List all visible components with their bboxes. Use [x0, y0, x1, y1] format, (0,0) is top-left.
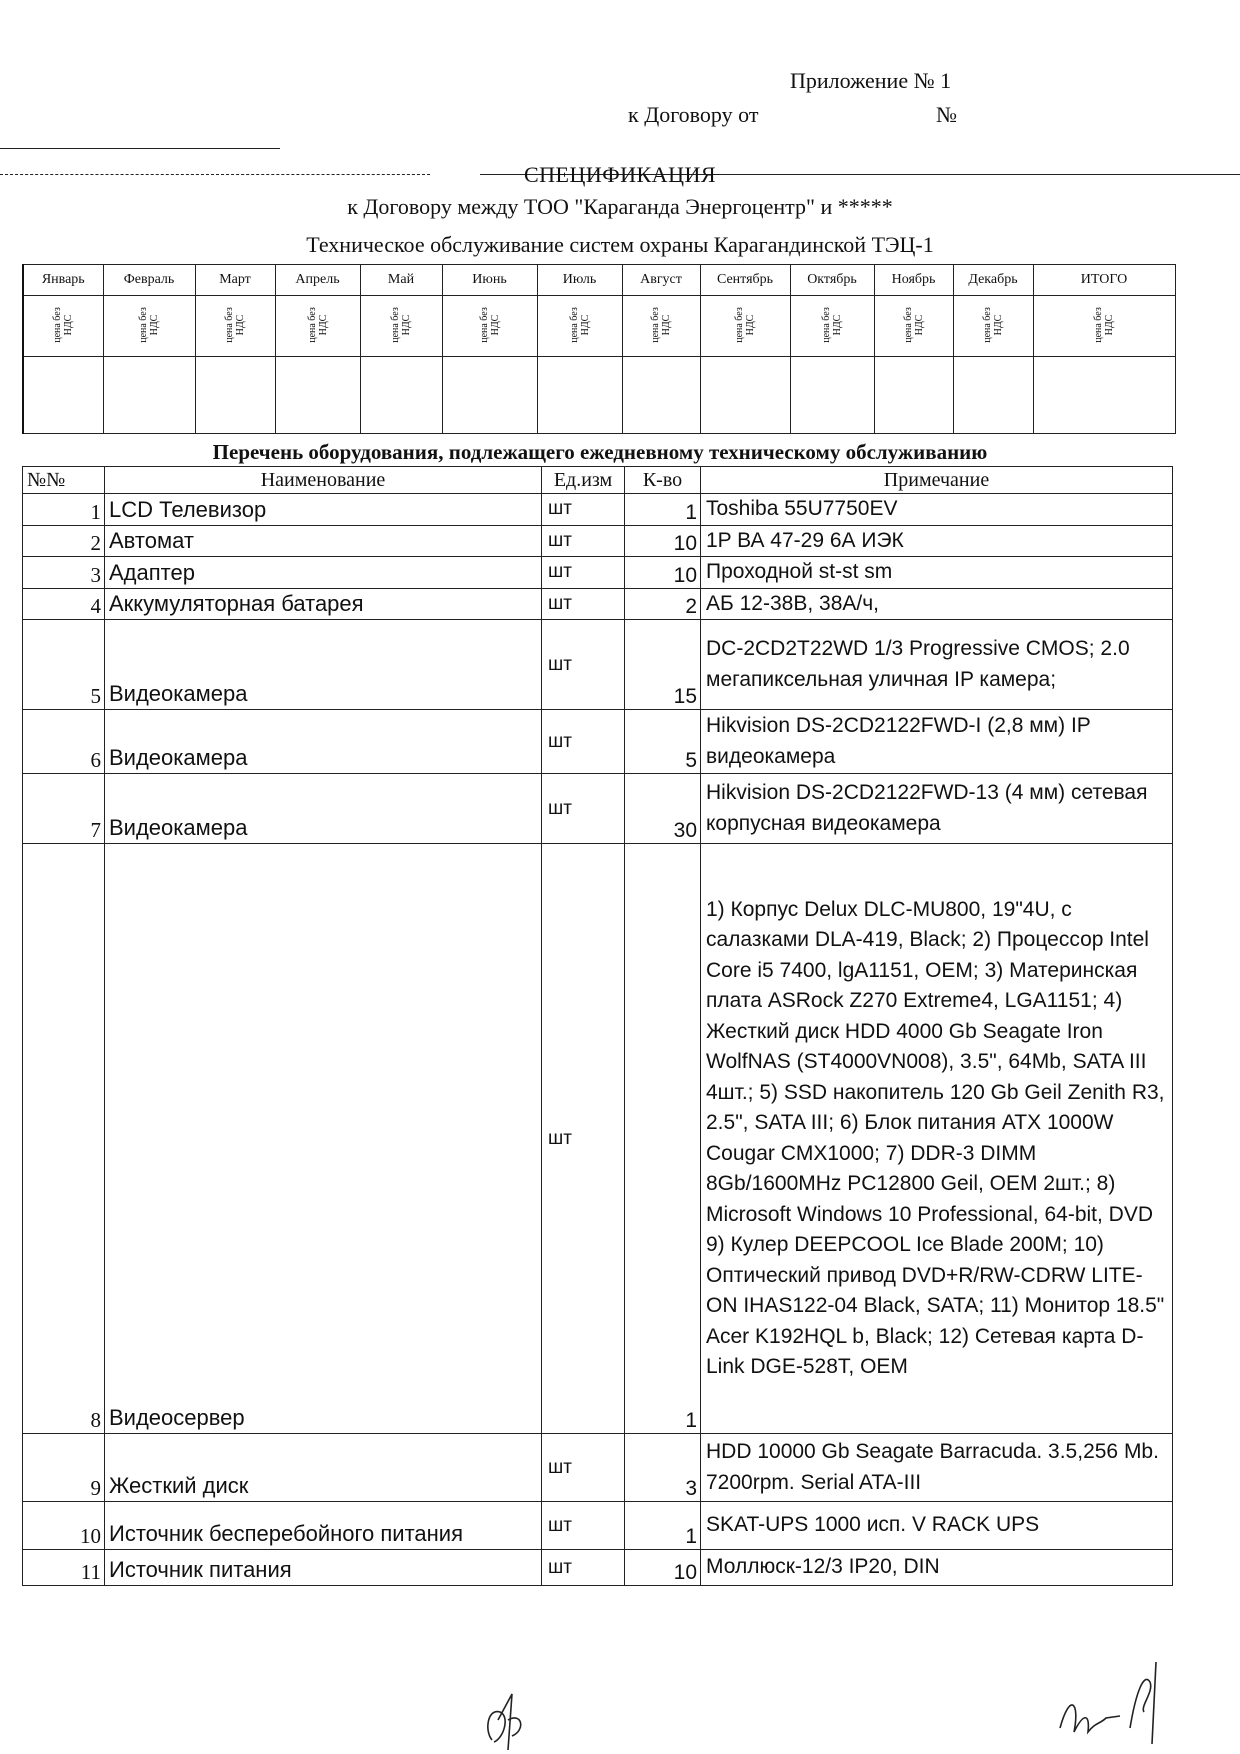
item-number: 6	[23, 710, 105, 774]
table-row	[23, 620, 1173, 710]
item-name: Источник питания	[105, 1550, 542, 1586]
table-row	[23, 774, 1173, 844]
month-name: Октябрь	[790, 265, 874, 296]
item-note: SKAT-UPS 1000 исп. V RACK UPS	[701, 1502, 1173, 1550]
item-quantity: 10	[625, 1550, 701, 1586]
item-quantity: 1	[625, 1502, 701, 1550]
item-unit: шт	[542, 774, 625, 844]
item-number: 9	[23, 1434, 105, 1502]
price-label: цена без НДС	[52, 307, 75, 343]
col-header-qty: К-во	[625, 467, 701, 494]
month-name: Сентябрь	[700, 265, 790, 296]
month-name: Июль	[537, 265, 622, 296]
month-name: Декабрь	[953, 265, 1033, 296]
month-name: Июнь	[442, 265, 537, 296]
item-unit: шт	[542, 1550, 625, 1586]
table-header-row	[23, 467, 1173, 494]
item-note: 1P ВА 47-29 6А ИЭК	[701, 525, 1173, 557]
table-row	[23, 844, 1173, 1434]
item-unit: шт	[542, 844, 625, 1434]
month-name: Август	[622, 265, 700, 296]
price-label: цена без НДС	[982, 307, 1004, 343]
item-quantity: 10	[625, 557, 701, 589]
month-name: Апрель	[275, 265, 360, 296]
price-label: цена без НДС	[306, 307, 329, 343]
table-row	[23, 1550, 1173, 1586]
contract-reference: к Договору от	[628, 102, 759, 127]
price-label: цена без НДС	[478, 307, 501, 343]
item-name: Видеосервер	[105, 844, 542, 1434]
item-note: Hikvision DS-2CD2122FWD-I (2,8 мм) IP видеокамера	[701, 710, 1173, 774]
price-value-cell	[23, 357, 103, 434]
price-label-cell	[23, 296, 103, 357]
item-unit: шт	[542, 1502, 625, 1550]
price-label: цена без НДС	[224, 307, 246, 343]
item-number: 7	[23, 774, 105, 844]
price-label: цена без НДС	[650, 307, 672, 343]
equipment-list-title: Перечень оборудования, подлежащего ежедневному техническому обслуживанию	[212, 440, 988, 464]
price-label-cell	[275, 296, 360, 357]
item-unit: шт	[542, 620, 625, 710]
price-label-cell	[442, 296, 537, 357]
item-number: 11	[23, 1550, 105, 1586]
item-name: Видеокамера	[105, 620, 542, 710]
price-label-cell	[103, 296, 195, 357]
price-value-cell	[360, 357, 442, 434]
item-number: 1	[23, 494, 105, 526]
price-label-cell	[1033, 296, 1175, 357]
item-quantity: 1	[625, 494, 701, 526]
month-name: Март	[195, 265, 275, 296]
item-quantity: 10	[625, 525, 701, 557]
item-number: 10	[23, 1502, 105, 1550]
item-note: 1) Корпус Delux DLC-MU800, 19"4U, с салазками DLA-419, Black; 2) Процессор Intel Core i5 7400, lgA1151, OEM; 3) Материнская плата ASRock Z270 Extreme4, LGA1151; 4) Жесткий диск HDD 4000 Gb Seagate Iron WolfNAS (ST4000VN008), 3.5", 64Mb, SATA III 4шт.; 5) SSD накопитель 120 Gb Geil Zenith R3, 2.5", SATA III; 6) Блок питания ATX 1000W Cougar CMX1000; 7) DDR-3 DIMM 8Gb/1600MHz PC12800 Geil, OEM 2шт.; 8) Microsoft Windows 10 Professional, 64-bit, DVD 9) Кулер DEEPCOOL Ice Blade 200M; 10) Оптический привод DVD+R/RW-CDRW LITE-ON IHAS122-04 Black, SATA; 11) Монитор 18.5" Acer K192HQL b, Black; 12) Сетевая карта D-Link DGE-528T, OEM	[701, 844, 1173, 1434]
item-name: Адаптер	[105, 557, 542, 589]
item-number: 4	[23, 588, 105, 620]
table-row	[23, 1434, 1173, 1502]
header-divider	[0, 148, 280, 149]
item-note: Toshiba 55U7750EV	[701, 494, 1173, 526]
item-note: Hikvision DS-2CD2122FWD-13 (4 мм) сетевая корпусная видеокамера	[701, 774, 1173, 844]
price-label-cell	[537, 296, 622, 357]
item-note: HDD 10000 Gb Seagate Barracuda. 3.5,256 Mb. 7200rpm. Serial ATA-III	[701, 1434, 1173, 1502]
col-header-unit: Ед.изм	[542, 467, 625, 494]
col-header-num: №№	[23, 467, 105, 494]
price-label: цена без НДС	[390, 307, 412, 343]
service-description: Техническое обслуживание систем охраны Карагандинской ТЭЦ-1	[306, 232, 934, 257]
price-label-cell	[874, 296, 953, 357]
price-value-cell	[195, 357, 275, 434]
price-value-row	[23, 357, 1175, 434]
price-value-cell	[874, 357, 953, 434]
signature-mark	[478, 1690, 548, 1754]
price-value-cell	[953, 357, 1033, 434]
table-row	[23, 710, 1173, 774]
price-label-cell	[622, 296, 700, 357]
document-title: СПЕЦИФИКАЦИЯ	[523, 162, 717, 187]
item-number: 3	[23, 557, 105, 589]
month-header-row	[23, 265, 1175, 296]
price-label-cell	[790, 296, 874, 357]
table-row	[23, 557, 1173, 589]
price-label: цена без НДС	[821, 307, 843, 343]
table-row	[23, 525, 1173, 557]
item-note: АБ 12-38В, 38А/ч,	[701, 588, 1173, 620]
item-name: LCD Телевизор	[105, 494, 542, 526]
price-label: цена без НДС	[568, 307, 591, 343]
price-label-row	[23, 296, 1175, 357]
month-name: Ноябрь	[874, 265, 953, 296]
price-label-cell	[360, 296, 442, 357]
item-quantity: 2	[625, 588, 701, 620]
appendix-label: Приложение № 1	[790, 68, 952, 93]
item-name: Автомат	[105, 525, 542, 557]
price-label: цена без НДС	[138, 307, 160, 343]
item-unit: шт	[542, 710, 625, 774]
price-label: цена без НДС	[734, 307, 756, 343]
month-name: Январь	[23, 265, 103, 296]
price-value-cell	[537, 357, 622, 434]
price-value-cell	[700, 357, 790, 434]
item-quantity: 3	[625, 1434, 701, 1502]
item-unit: шт	[542, 1434, 625, 1502]
item-name: Видеокамера	[105, 774, 542, 844]
signature-mark	[1040, 1632, 1190, 1752]
price-label-cell	[953, 296, 1033, 357]
table-row	[23, 1502, 1173, 1550]
equipment-table	[22, 466, 1173, 1586]
item-unit: шт	[542, 588, 625, 620]
price-value-cell	[275, 357, 360, 434]
item-name: Видеокамера	[105, 710, 542, 774]
item-name: Источник бесперебойного питания	[105, 1502, 542, 1550]
item-name: Аккумуляторная батарея	[105, 588, 542, 620]
item-note: Моллюск-12/3 IP20, DIN	[701, 1550, 1173, 1586]
item-unit: шт	[542, 494, 625, 526]
col-header-name: Наименование	[105, 467, 542, 494]
price-label-cell	[700, 296, 790, 357]
item-unit: шт	[542, 557, 625, 589]
contract-number-label: №	[936, 102, 957, 127]
col-header-note: Примечание	[701, 467, 1173, 494]
item-number: 2	[23, 525, 105, 557]
price-value-cell	[790, 357, 874, 434]
price-value-cell	[103, 357, 195, 434]
item-quantity: 30	[625, 774, 701, 844]
price-value-cell	[1033, 357, 1175, 434]
item-note: Проходной st-st sm	[701, 557, 1173, 589]
document-subtitle: к Договору между ТОО "Караганда Энергоцентр" и *****	[347, 194, 893, 219]
price-label: цена без НДС	[1093, 307, 1115, 343]
equipment-table-body	[23, 494, 1173, 1586]
item-number: 8	[23, 844, 105, 1434]
table-row	[23, 494, 1173, 526]
item-quantity: 15	[625, 620, 701, 710]
item-name: Жесткий диск	[105, 1434, 542, 1502]
price-label: цена без НДС	[902, 307, 925, 343]
month-name: Май	[360, 265, 442, 296]
item-unit: шт	[542, 525, 625, 557]
monthly-price-table	[22, 264, 1176, 434]
price-value-cell	[622, 357, 700, 434]
month-name: Февраль	[103, 265, 195, 296]
table-row	[23, 588, 1173, 620]
month-name: ИТОГО	[1033, 265, 1175, 296]
item-note: DC-2CD2T22WD 1/3 Progressive CMOS; 2.0 мегапиксельная уличная IP камера;	[701, 620, 1173, 710]
price-label-cell	[195, 296, 275, 357]
price-value-cell	[442, 357, 537, 434]
item-quantity: 1	[625, 844, 701, 1434]
item-quantity: 5	[625, 710, 701, 774]
item-number: 5	[23, 620, 105, 710]
